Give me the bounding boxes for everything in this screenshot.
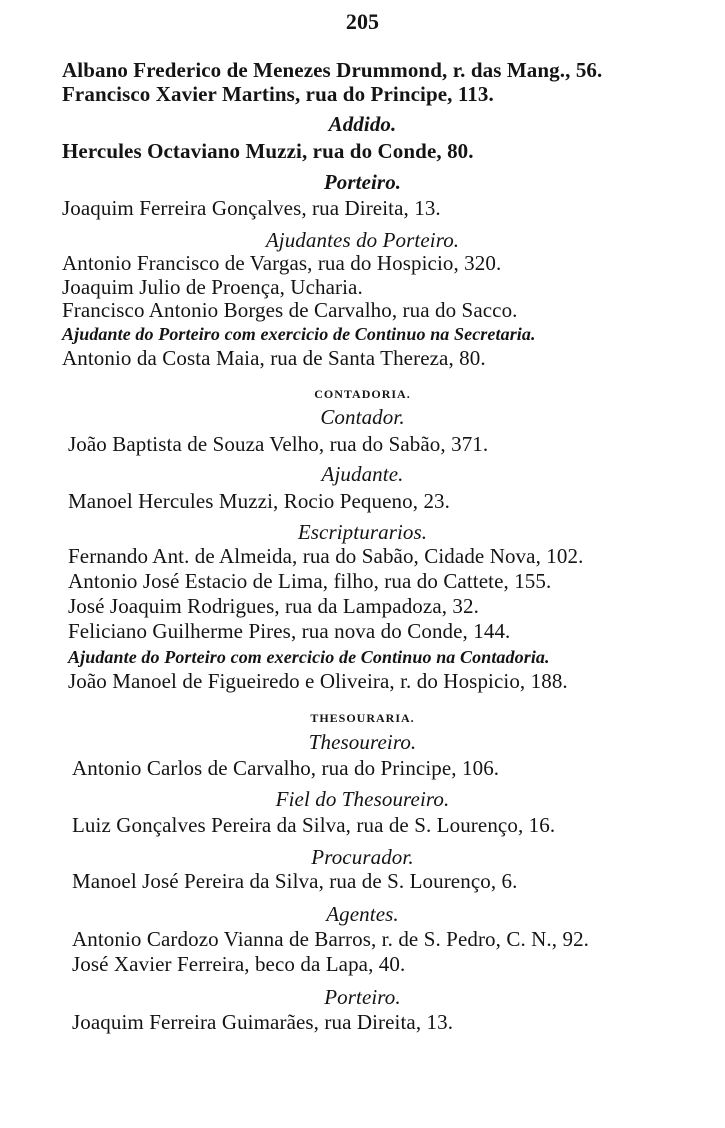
entry-line: Antonio Carlos de Carvalho, rua do Principe, 106.	[72, 756, 500, 780]
entry-line: Antonio Cardozo Vianna de Barros, r. de S. Pedro, C. N., 92.	[72, 927, 590, 951]
entry-line: Feliciano Guilherme Pires, rua nova do Conde, 144.	[68, 619, 511, 643]
page-number: 205	[345, 9, 380, 34]
entry-line: José Xavier Ferreira, beco da Lapa, 40.	[72, 952, 406, 976]
section-title: THESOURARIA.	[310, 711, 415, 725]
entry-line: Hercules Octaviano Muzzi, rua do Conde, 80.	[62, 139, 474, 163]
subsection-heading: Ajudante do Porteiro com exercicio de Continuo na Secretaria.	[62, 324, 536, 344]
subsection-heading: Ajudante do Porteiro com exercicio de Continuo na Contadoria.	[68, 647, 550, 667]
entry-line: João Baptista de Souza Velho, rua do Sabão, 371.	[68, 432, 489, 456]
entry-line: Joaquim Ferreira Guimarães, rua Direita, 13.	[72, 1010, 454, 1034]
section-heading: Escripturarios.	[297, 520, 428, 544]
entry-line: Antonio da Costa Maia, rua de Santa Thereza, 80.	[62, 346, 486, 370]
entry-line: Luiz Gonçalves Pereira da Silva, rua de S. Lourenço, 16.	[72, 813, 556, 837]
entry-line: Joaquim Ferreira Gonçalves, rua Direita, 13.	[62, 196, 441, 220]
section-heading: Addido.	[328, 112, 397, 136]
section-heading: Thesoureiro.	[308, 730, 417, 754]
section-heading: Contador.	[320, 405, 405, 429]
entry-line: Joaquim Julio de Proença, Ucharia.	[62, 275, 363, 299]
entry-line: Francisco Xavier Martins, rua do Principe, 113.	[62, 82, 494, 106]
section-heading: Ajudante.	[321, 462, 404, 486]
entry-line: Albano Frederico de Menezes Drummond, r. das Mang., 56.	[62, 58, 603, 82]
entry-line: Manoel José Pereira da Silva, rua de S. Lourenço, 6.	[72, 869, 518, 893]
entry-line: Antonio José Estacio de Lima, filho, rua do Cattete, 155.	[68, 569, 552, 593]
entry-line: João Manoel de Figueiredo e Oliveira, r. do Hospicio, 188.	[68, 669, 568, 693]
section-heading: Porteiro.	[324, 985, 401, 1009]
entry-line: José Joaquim Rodrigues, rua da Lampadoza, 32.	[68, 594, 479, 618]
section-heading: Fiel do Thesoureiro.	[275, 787, 450, 811]
section-heading: Procurador.	[311, 845, 414, 869]
section-heading: Porteiro.	[323, 170, 402, 194]
entry-line: Antonio Francisco de Vargas, rua do Hospicio, 320.	[62, 251, 502, 275]
entry-line: Francisco Antonio Borges de Carvalho, rua do Sacco.	[62, 298, 518, 322]
entry-line: Manoel Hercules Muzzi, Rocio Pequeno, 23.	[68, 489, 451, 513]
section-heading: Ajudantes do Porteiro.	[265, 228, 460, 252]
section-heading: Agentes.	[326, 902, 399, 926]
entry-line: Fernando Ant. de Almeida, rua do Sabão, Cidade Nova, 102.	[68, 544, 584, 568]
section-title: CONTADORIA.	[314, 387, 411, 401]
